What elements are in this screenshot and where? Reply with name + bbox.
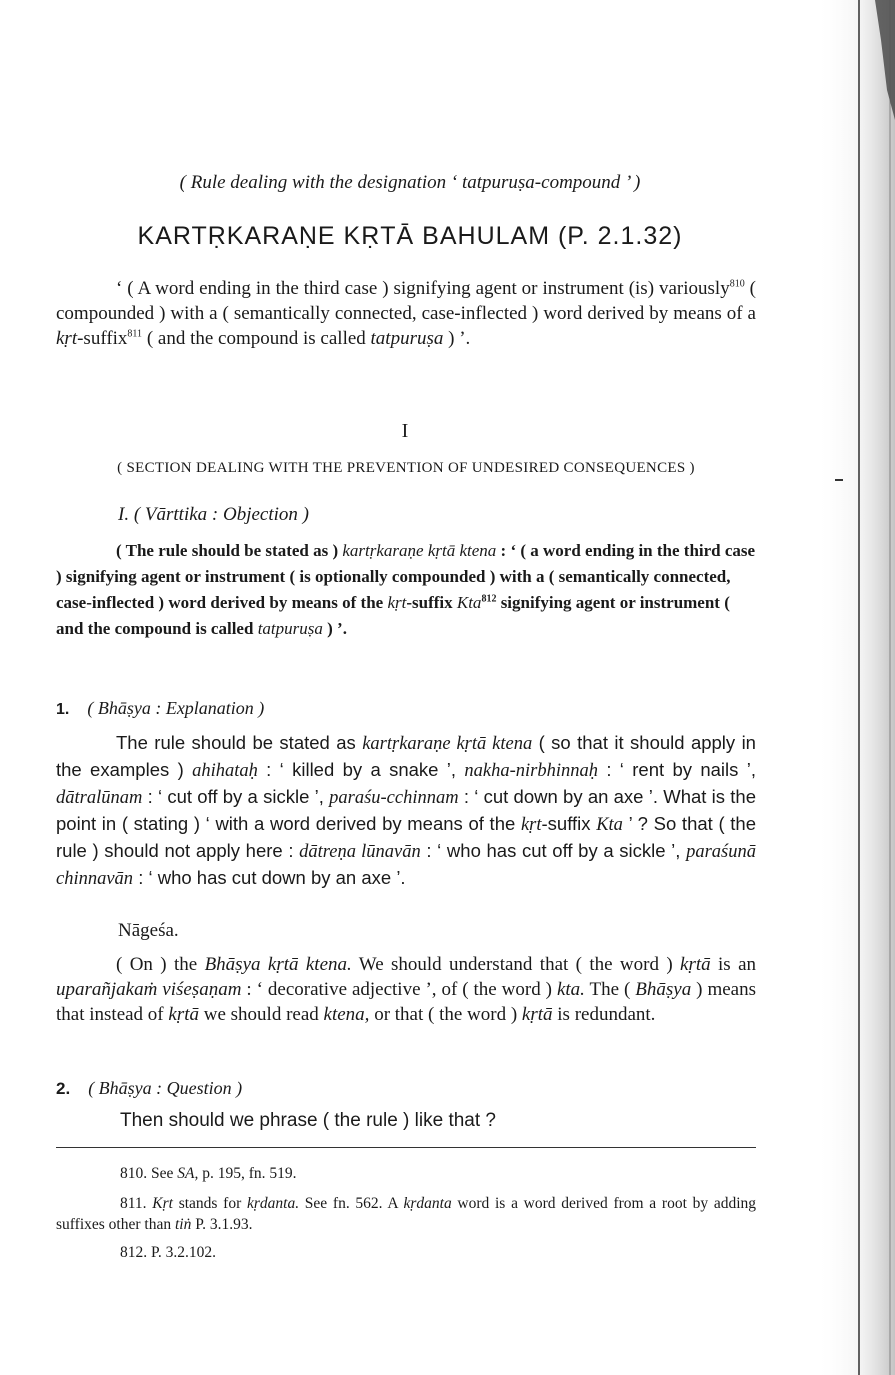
section-numeral: I xyxy=(401,420,409,442)
bhasya-1-title: ( Bhāṣya : Explanation ) xyxy=(87,698,265,718)
nagesa-label: Nāgeśa. xyxy=(118,920,179,941)
nagesa-text: ( On ) the Bhāṣya kṛtā ktena. We should understand that ( the word ) kṛtā is an uparañjakaṁ viśeṣaṇam : ‘ decorative adjective ’, of ( the word ) kta. The ( Bhāṣya ) means that instead of kṛtā we should read ktena, or that ( the word ) kṛtā is redundant. xyxy=(56,954,757,1025)
bhasya-2-number: 2. xyxy=(56,1079,71,1098)
bhasya-1-number: 1. xyxy=(56,701,70,718)
footnote-811: 811. Kṛt stands for kṛdanta. See fn. 562. A kṛdanta word is a word derived from a root by adding suffixes other than tiṅ P. 3.1.93. xyxy=(56,1195,757,1233)
sutra-title: KARTṚKARAṆE KṚTĀ BAHULAM (P. 2.1.32) xyxy=(137,222,683,250)
footnote-810: 810. See SA, p. 195, fn. 519. xyxy=(120,1165,297,1182)
rule-caption: ( Rule dealing with the designation ‘ tatpuruṣa-compound ’ ) xyxy=(179,172,641,193)
varttika-heading: I. ( Vārttika : Objection ) xyxy=(118,504,310,525)
footnote-divider xyxy=(56,1147,756,1148)
bhasya-2-question: Then should we phrase ( the rule ) like that ? xyxy=(120,1110,496,1131)
rule-translation: ‘ ( A word ending in the third case ) signifying agent or instrument (is) variously$^{810}$ ( compounded ) with a ( semantically connected, case-inflected ) word derived by means of a kṛt-suffix$^{811}$ ( and the compound is called tatpuruṣa ) ’. xyxy=(56,278,756,349)
bhasya-1-heading xyxy=(56,698,264,719)
page-binding-shadow xyxy=(815,0,895,1375)
section-heading: ( SECTION DEALING WITH THE PREVENTION OF UNDESIRED CONSEQUENCES ) xyxy=(117,460,695,476)
footnote-812: 812. P. 3.2.102. xyxy=(120,1244,217,1261)
bhasya-2-title: ( Bhāṣya : Question ) xyxy=(88,1078,243,1098)
varttika-text: ( The rule should be stated as ) kartṛkaraṇe kṛtā ktena : ‘ ( a word ending in the third case ) signifying agent or instrument ( is optionally compounded ) with a ( semantically connected, case-inflected ) word derived by means of the kṛt-suffix Kta$^{812}$ signifying agent or instrument ( and the compound is called tatpuruṣa ) ’. xyxy=(56,541,756,638)
bhasya-2-heading xyxy=(56,1078,242,1099)
bhasya-1-text: The rule should be stated as kartṛkaraṇe kṛtā ktena ( so that it should apply in the examples ) ahihataḥ : ‘ killed by a snake ’, nakha-nirbhinnaḥ : ‘ rent by nails ’, dātralūnam : ‘ cut off by a sickle ’, paraśu-cchinnam : ‘ cut down by an axe ’. What is the point in ( stating ) ‘ with a word derived by means of the kṛt-suffix Kta ’ ? So that ( the rule ) should not apply here : dātreṇa lūnavān : ‘ who has cut off by a sickle ’, paraśunā chinnavān : ‘ who has cut down by an axe ’. xyxy=(56,732,756,889)
